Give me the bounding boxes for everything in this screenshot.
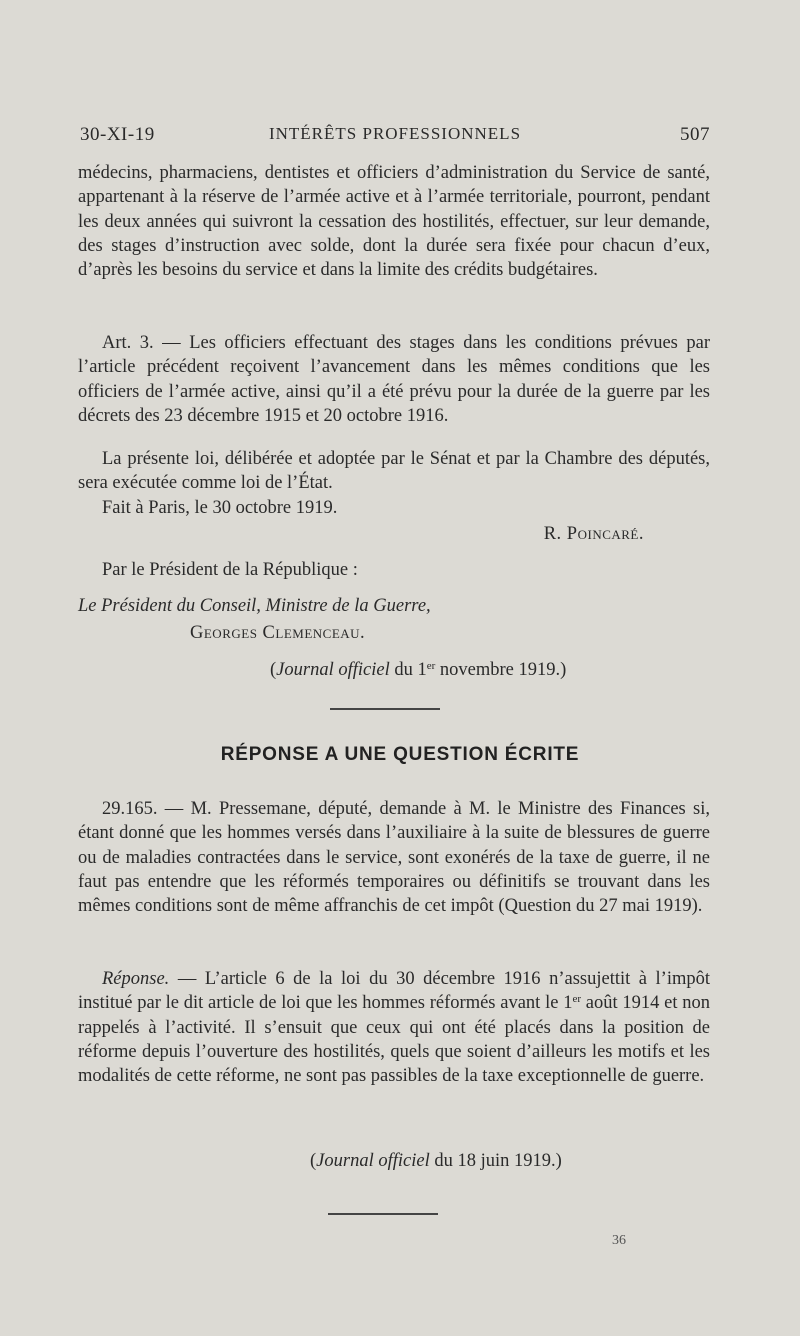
signature-poincare: R. Poincaré. <box>543 524 644 544</box>
page-header <box>80 124 710 148</box>
answer-text-b: août 1914 et non rappelés à l’activité. Il s’ensuit que ceux qui ont été placés dans la position de réforme depuis l’ouverture des hostilités, quels que soient d’ailleurs les motifs et les modalités de cette réforme, ne sont pas passibles de la taxe exceptionnelle de guerre. <box>78 993 710 1087</box>
source-journal-1 <box>270 658 670 682</box>
end-divider <box>328 1213 438 1215</box>
paragraph-article-3: Art. 3. — Les officiers effectuant des stages dans les conditions prévues par l’article précédent reçoivent l’avancement dans les mêmes conditions que les officiers de l’armée active, ainsi qu’il a été prévu pour la durée de la guerre par les décrets des 23 décembre 1915 et 20 octobre 1916. <box>78 333 710 426</box>
journal-title: Journal officiel <box>276 660 390 680</box>
question-paragraph: 29.165. — M. Pressemane, député, demande à M. le Ministre des Finances si, étant donné que les hommes versés dans l’auxiliaire à la suite de blessures de guerre ou de maladies contractées dans le service, sont exonérés de la taxe de guerre, il ne faut pas entendre que les réformés temporaires ou définitifs se trouvant dans les mêmes conditions sont de même affranchis de cet impôt (Question du 27 mai 1919). <box>78 799 710 917</box>
paragraph-continued: médecins, pharmaciens, dentistes et officiers d’administration du Service de santé, appartenant à la réserve de l’armée active et à l’armée territoriale, pourront, pendant les deux années qui suivront la cessation des hostilités, effectuer, sur leur demande, des stages d’instruction avec solde, dont la durée sera fixée pour chacun d’eux, d’après les besoins du service et dans la limite des crédits budgétaires. <box>78 163 710 281</box>
section-divider <box>330 708 440 710</box>
source-date-suffix: novembre 1919.) <box>435 660 567 680</box>
page-number: 507 <box>680 124 710 145</box>
ordinal-superscript: er <box>572 993 581 1006</box>
source-date-prefix: du 1 <box>389 660 427 680</box>
answer-paragraph <box>78 967 710 1088</box>
section-heading: RÉPONSE A UNE QUESTION ÉCRITE <box>220 744 580 765</box>
source-paren-open: ( <box>310 1151 317 1171</box>
minister-name: Georges Clemenceau. <box>190 623 366 643</box>
answer-text-a: — L’article 6 de la loi du 30 décembre 1916 n’assujettit à l’impôt institué par le dit article de loi que les hommes réformés avant le 1 <box>78 969 710 1014</box>
running-title: INTÉRÊTS PROFESSIONNELS <box>268 124 522 143</box>
sheet-signature-mark: 36 <box>612 1233 626 1248</box>
source-paren-open: ( <box>270 660 277 680</box>
by-president-line: Par le Président de la République : <box>102 560 358 580</box>
answer-label: Réponse. <box>102 969 170 989</box>
header-date: 30-XI-19 <box>80 124 155 145</box>
minister-title: Le Président du Conseil, Ministre de la Guerre, <box>78 596 431 616</box>
ordinal-superscript: er <box>426 660 436 672</box>
done-at-line: Fait à Paris, le 30 octobre 1919. <box>102 498 338 518</box>
source-date-suffix: du 18 juin 1919.) <box>429 1151 562 1171</box>
paragraph-enactment: La présente loi, délibérée et adoptée par le Sénat et par la Chambre des députés, sera exécutée comme loi de l’État. <box>78 449 710 494</box>
source-journal-2 <box>310 1149 710 1173</box>
journal-title: Journal officiel <box>316 1151 430 1171</box>
